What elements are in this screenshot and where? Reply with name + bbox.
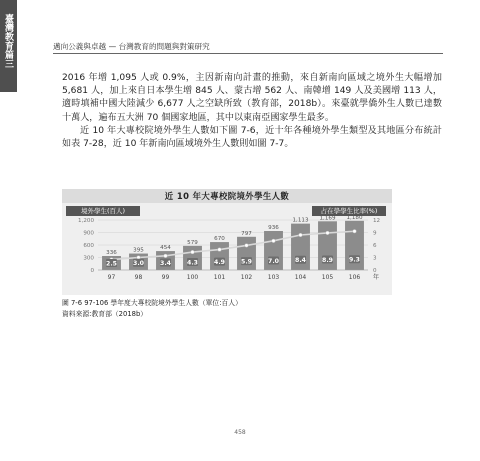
figure-source: 資料來源:教育部（2018b）: [62, 310, 148, 318]
chapter-side-tab: [0, 0, 17, 92]
ratio-point: [299, 233, 303, 237]
y-left-tick-label: 1,200: [77, 218, 94, 224]
ratio-value-label: 7.0: [268, 257, 279, 265]
side-tab-label: 臺灣教育篇三: [3, 14, 13, 68]
right-axis-label: 占在學學生比率(%): [312, 206, 386, 216]
y-right-tick-label: 0: [373, 268, 377, 274]
header-rule: [53, 53, 443, 54]
x-tick-label: 102: [240, 274, 253, 281]
ratio-point: [326, 231, 330, 235]
x-axis-unit: 年: [373, 274, 380, 281]
left-axis-label: 境外學生(百人): [66, 206, 140, 216]
ratio-value-label: 8.9: [322, 256, 333, 264]
bar-value-label: 797: [241, 230, 252, 237]
x-tick-label: 98: [134, 274, 143, 281]
ratio-value-label: 2.5: [106, 260, 117, 268]
ratio-point: [272, 239, 276, 243]
bar-value-label: 1,113: [292, 217, 309, 224]
paragraph-1: 2016 年增 1,095 人或 0.9%，主因新南向計畫的推動，來自新南向區域之境外生大幅增加 5,681 人，加上來自日本學生增 845 人、蒙古增 562 人、南韓增 149 人及美國增 113 人，適時填補中國大陸減少 6,677 人之空缺所致（教育部，2018b）。來臺就學僑外生人數已達數十萬人，遍布五大洲 70 個國家地區，其中以東南亞國家學生最多。: [62, 73, 442, 123]
y-right-tick-label: 12: [373, 218, 381, 224]
y-left-tick-label: 600: [83, 243, 94, 249]
paragraph-2: 近 10 年大專校院境外學生人數如下圖 7-6，近十年各種境外學生類型及其地區分布統計如表 7-28，近 10 年新南向區域境外生人數則如圖 7-7。: [62, 125, 442, 150]
x-tick-label: 106: [348, 274, 361, 281]
bar-value-label: 395: [133, 247, 144, 254]
bar-value-label: 336: [106, 250, 117, 256]
x-tick-label: 99: [161, 274, 170, 281]
x-tick-label: 103: [267, 274, 280, 281]
ratio-point: [218, 248, 222, 252]
ratio-value-label: 5.9: [241, 258, 252, 266]
ratio-value-label: 8.4: [295, 257, 306, 265]
running-header: 邁向公義與卓越 — 台灣教育的問題與對策研究: [53, 42, 210, 51]
x-tick-label: 104: [294, 274, 307, 281]
bar-value-label: 454: [160, 245, 171, 252]
chart-panel: [62, 189, 392, 295]
ratio-value-label: 9.3: [349, 256, 360, 264]
x-tick-label: 105: [321, 274, 334, 281]
ratio-point: [353, 229, 357, 233]
y-right-tick-label: 3: [373, 255, 377, 262]
ratio-value-label: 4.3: [187, 259, 198, 267]
page-number: 458: [234, 429, 246, 436]
ratio-point: [245, 244, 249, 248]
y-left-tick-label: 0: [90, 268, 94, 274]
y-right-tick-label: 6: [373, 243, 377, 249]
ratio-point: [191, 250, 195, 254]
figure-caption: 圖 7-6 97-106 學年度大專校院境外學生人數（單位:百人）: [62, 299, 242, 307]
bar-value-label: 670: [214, 236, 225, 243]
ratio-value-label: 3.4: [160, 259, 171, 267]
x-tick-label: 97: [107, 274, 116, 281]
bar-value-label: 936: [268, 225, 279, 231]
ratio-value-label: 3.0: [133, 260, 144, 268]
bar-value-label: 1,180: [346, 214, 363, 221]
y-left-tick-label: 300: [83, 255, 94, 262]
y-right-tick-label: 9: [373, 230, 377, 237]
chart-plot: [62, 189, 392, 295]
bar: [183, 246, 202, 270]
ratio-value-label: 4.9: [214, 258, 225, 266]
body-text: [62, 72, 442, 151]
chart-title: 近 10 年大專校院境外學生人數: [164, 191, 290, 201]
ratio-point: [164, 254, 168, 258]
x-tick-label: 100: [186, 274, 199, 281]
bar-value-label: 1,169: [319, 215, 336, 222]
y-left-tick-label: 900: [83, 230, 94, 237]
x-tick-label: 101: [213, 274, 226, 281]
bar-value-label: 579: [187, 239, 198, 246]
